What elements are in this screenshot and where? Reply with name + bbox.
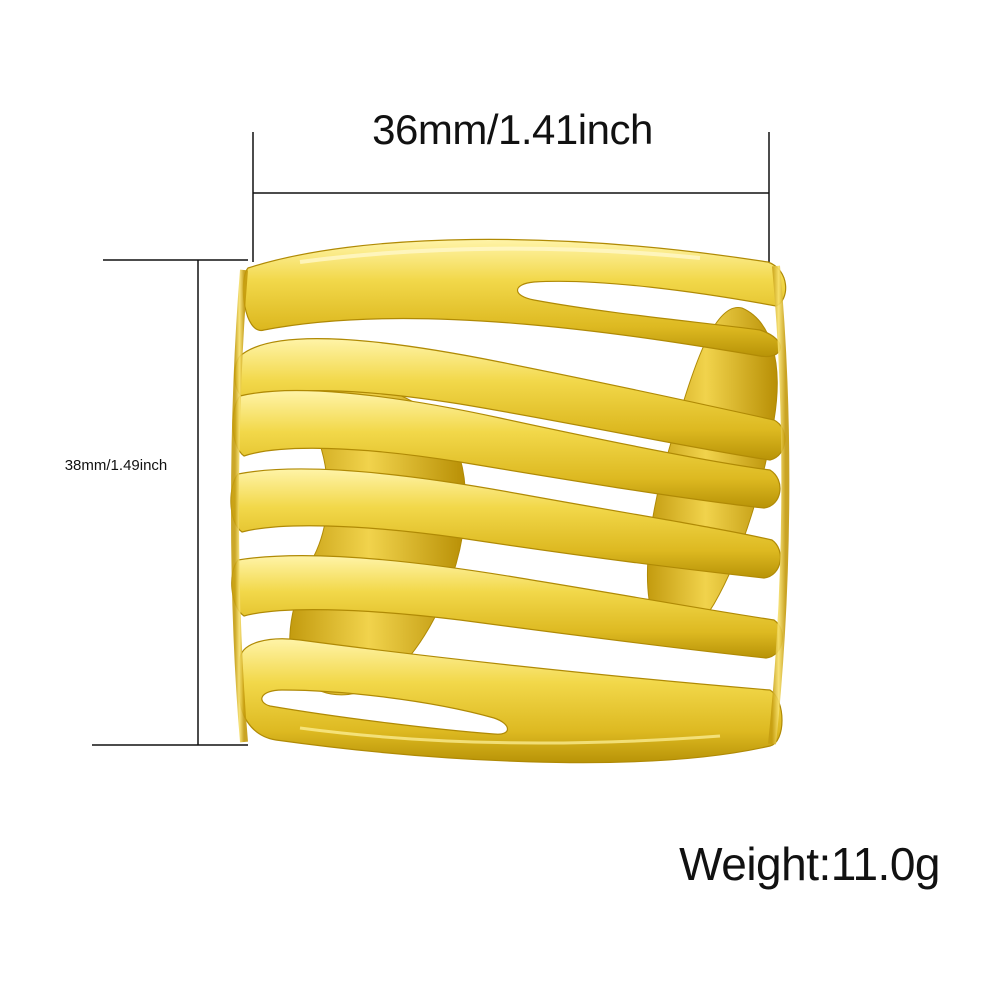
height-dimension-label: 38mm/1.49inch (64, 457, 168, 474)
weight-label: Weight:11.0g (679, 838, 940, 890)
width-dimension-label: 36mm/1.41inch (372, 106, 653, 153)
